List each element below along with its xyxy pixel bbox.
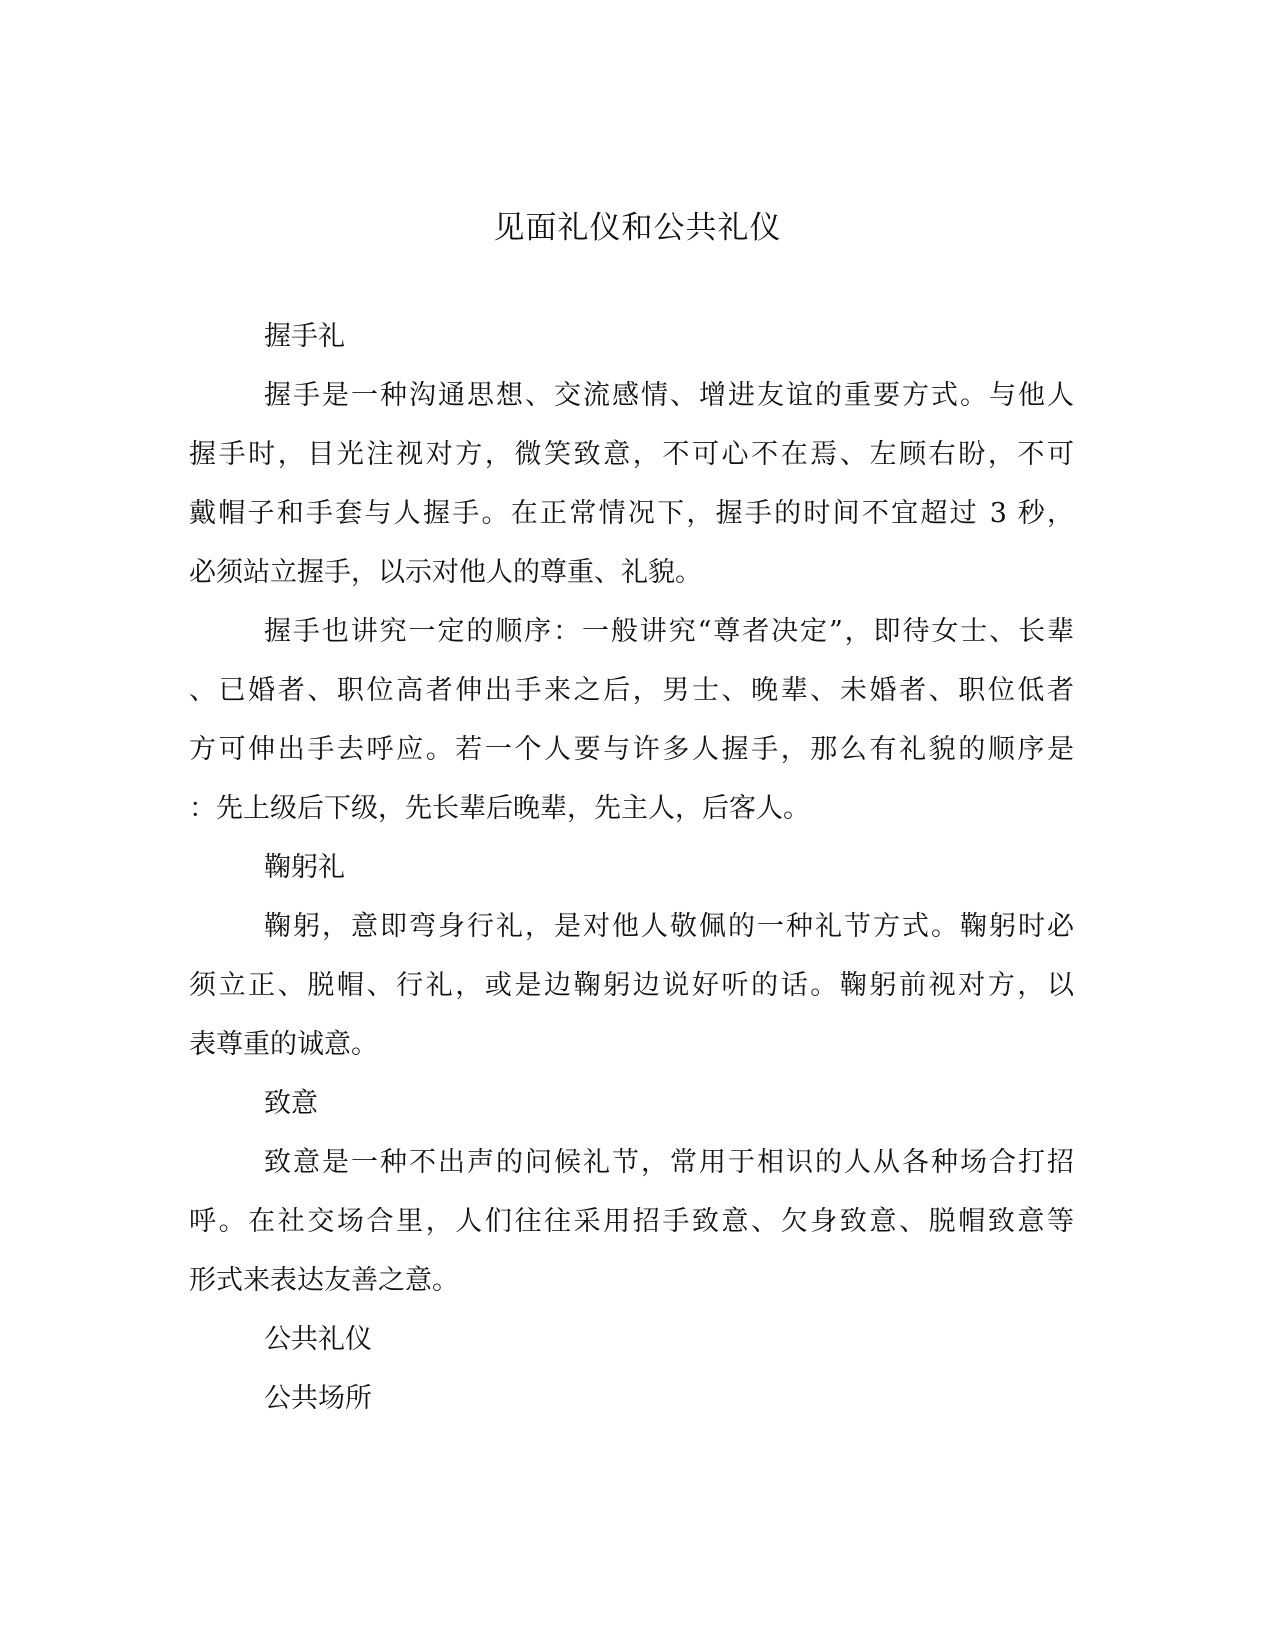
section-heading-greeting: 致意: [264, 1088, 318, 1119]
paragraph-line: 形式来表达友善之意。: [189, 1265, 459, 1296]
paragraph-line: 方可伸出手去呼应。若一个人要与许多人握手，那么有礼貌的顺序是: [189, 734, 1074, 765]
paragraph-line: 必须站立握手，以示对他人的尊重、礼貌。: [189, 557, 702, 588]
paragraph-line: 须立正、脱帽、行礼，或是边鞠躬边说好听的话。鞠躬前视对方，以: [189, 970, 1074, 1001]
paragraph-line: 握手时，目光注视对方，微笑致意，不可心不在焉、左顾右盼，不可: [189, 439, 1074, 470]
paragraph-line: 握手也讲究一定的顺序：一般讲究“尊者决定”，即待女士、长辈: [264, 616, 1074, 647]
paragraph-line: 握手是一种沟通思想、交流感情、增进友谊的重要方式。与他人: [264, 380, 1074, 411]
paragraph-line: 致意是一种不出声的问候礼节，常用于相识的人从各种场合打招: [264, 1147, 1074, 1178]
section-heading-handshake: 握手礼: [264, 321, 345, 352]
page-title: 见面礼仪和公共礼仪: [493, 210, 782, 246]
paragraph-line: 呼。在社交场合里，人们往往采用招手致意、欠身致意、脱帽致意等: [189, 1206, 1074, 1237]
paragraph-line: ：先上级后下级，先长辈后晚辈，先主人，后客人。: [189, 793, 810, 824]
paragraph-line: 戴帽子和手套与人握手。在正常情况下，握手的时间不宜超过 3 秒，: [189, 498, 1074, 529]
section-subheading-public-places: 公共场所: [264, 1383, 372, 1414]
paragraph-line: 表尊重的诚意。: [189, 1029, 378, 1060]
paragraph-line: 鞠躬，意即弯身行礼，是对他人敬佩的一种礼节方式。鞠躬时必: [264, 911, 1074, 942]
section-heading-bow: 鞠躬礼: [264, 852, 345, 883]
section-heading-public: 公共礼仪: [264, 1324, 372, 1355]
paragraph-line: 、已婚者、职位高者伸出手来之后，男士、晚辈、未婚者、职位低者: [189, 675, 1074, 706]
